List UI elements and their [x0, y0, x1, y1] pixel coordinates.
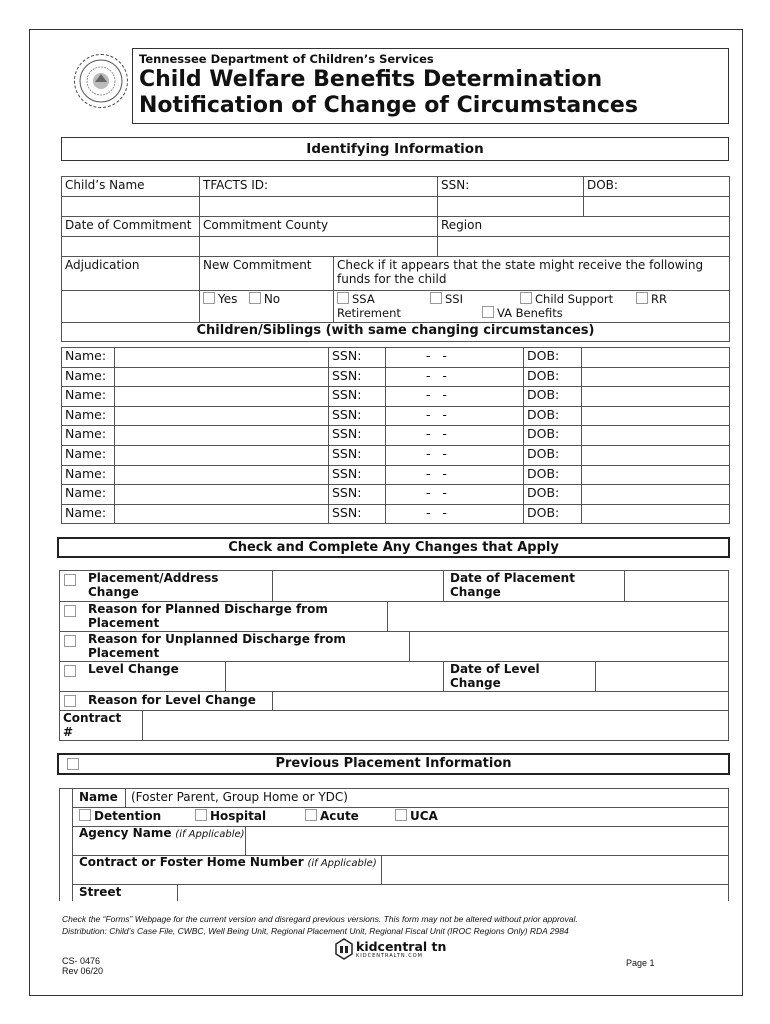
street-field[interactable] [177, 885, 729, 901]
prev-name-row [73, 789, 728, 808]
identifying-heading: Identifying Information [61, 137, 729, 161]
tfacts-id-label: TFACTS ID: [200, 177, 438, 197]
reason-level-change-label: Reason for Level Change [88, 693, 256, 707]
sibling-row [62, 406, 730, 426]
sibling-ssn-field[interactable]: - - [386, 465, 524, 485]
dob-field[interactable] [584, 197, 730, 217]
sibling-row [62, 504, 730, 524]
sibling-ssn-label: SSN: [329, 348, 386, 368]
logo-text: kidcentral tn [356, 938, 447, 954]
uca-label: UCA [410, 809, 438, 823]
childs-name-field[interactable] [62, 197, 200, 217]
sibling-ssn-label: SSN: [329, 426, 386, 446]
contract-foster-row [73, 856, 728, 885]
placement-change-checkbox[interactable] [64, 574, 76, 586]
revision-date: Rev 06/20 [62, 966, 104, 976]
hospital-label: Hospital [210, 809, 267, 823]
level-change-row [60, 662, 728, 692]
planned-discharge-checkbox[interactable] [64, 605, 76, 617]
hospital-checkbox[interactable] [195, 809, 207, 821]
adjudication-label: Adjudication [62, 257, 200, 291]
sibling-dob-field[interactable] [582, 406, 730, 426]
date-placement-change-label: Date of Placement Change [450, 571, 575, 599]
contract-foster-field[interactable] [381, 856, 729, 884]
sibling-dob-field[interactable] [582, 504, 730, 524]
agency-if-applicable: (if Applicable) [175, 829, 245, 840]
sibling-dob-field[interactable] [582, 445, 730, 465]
sibling-name-label: Name: [62, 387, 115, 407]
sibling-dob-label: DOB: [524, 367, 582, 387]
uca-checkbox[interactable] [395, 809, 407, 821]
placement-change-label: Placement/Address Change [88, 571, 219, 599]
sibling-name-label: Name: [62, 367, 115, 387]
contract-field[interactable] [142, 711, 729, 740]
unplanned-discharge-checkbox[interactable] [64, 635, 76, 647]
prev-name-hint: (Foster Parent, Group Home or YDC) [131, 790, 348, 804]
sibling-name-label: Name: [62, 504, 115, 524]
reason-level-change-checkbox[interactable] [64, 695, 76, 707]
date-placement-change-field[interactable] [624, 571, 729, 601]
commitment-county-field[interactable] [200, 237, 438, 257]
placement-change-field[interactable] [272, 571, 444, 601]
sibling-ssn-label: SSN: [329, 387, 386, 407]
footer-note-2: Distribution: Child’s Case File, CWBC, Well Being Unit, Regional Placement Unit, Regional Fiscal Unit (IROC Regions Only) RDA 2984 [62, 926, 569, 936]
sibling-ssn-field[interactable]: - - [386, 367, 524, 387]
sibling-name-field[interactable] [115, 426, 329, 446]
department-name: Tennessee Department of Children’s Services [139, 52, 434, 66]
kidcentral-logo-icon [335, 938, 353, 960]
no-checkbox[interactable] [249, 292, 261, 304]
tfacts-id-field[interactable] [200, 197, 438, 217]
sibling-ssn-label: SSN: [329, 485, 386, 505]
unplanned-discharge-row [60, 632, 728, 662]
region-label: Region [438, 217, 730, 237]
sibling-ssn-field[interactable]: - - [386, 406, 524, 426]
child-support-checkbox[interactable] [520, 292, 532, 304]
acute-label: Acute [320, 809, 359, 823]
funds-check-text: Check if it appears that the state might receive the following funds for the child [334, 257, 730, 291]
sibling-ssn-field[interactable]: - - [386, 426, 524, 446]
unplanned-discharge-label: Reason for Unplanned Discharge from Placement [88, 632, 346, 660]
sibling-name-field[interactable] [115, 485, 329, 505]
previous-placement-heading: Previous Placement Information [275, 756, 512, 771]
sibling-name-field[interactable] [115, 387, 329, 407]
sibling-name-field[interactable] [115, 445, 329, 465]
rr-checkbox[interactable] [636, 292, 648, 304]
kidcentral-logo [335, 938, 446, 960]
changes-section [59, 570, 729, 741]
yes-label: Yes [218, 292, 238, 306]
sibling-dob-field[interactable] [582, 465, 730, 485]
sibling-dob-field[interactable] [582, 367, 730, 387]
planned-discharge-label: Reason for Planned Discharge from Placement [88, 602, 328, 630]
unplanned-discharge-field[interactable] [409, 632, 729, 661]
detention-label: Detention [94, 809, 162, 823]
logo-subtext: KIDCENTRALTN.COM [356, 952, 423, 959]
header-box [132, 48, 729, 124]
child-support-label: Child Support [535, 292, 614, 306]
no-label: No [263, 292, 281, 306]
reason-level-change-row [60, 692, 728, 711]
sibling-row [62, 445, 730, 465]
sibling-ssn-label: SSN: [329, 504, 386, 524]
sibling-name-label: Name: [62, 465, 115, 485]
agency-name-field[interactable] [245, 827, 729, 855]
contract-label: Contract # [63, 711, 122, 739]
sibling-dob-field[interactable] [582, 485, 730, 505]
detention-checkbox[interactable] [79, 809, 91, 821]
sibling-name-label: Name: [62, 406, 115, 426]
sibling-dob-label: DOB: [524, 426, 582, 446]
placement-type-row [73, 808, 728, 827]
sibling-ssn-label: SSN: [329, 465, 386, 485]
level-change-checkbox[interactable] [64, 665, 76, 677]
contract-foster-label: Contract or Foster Home Number [79, 855, 304, 869]
va-benefits-checkbox[interactable] [482, 306, 494, 318]
retirement-label: Retirement [337, 306, 401, 320]
previous-placement-checkbox[interactable] [67, 758, 79, 770]
sibling-ssn-field[interactable]: - - [386, 485, 524, 505]
sibling-row [62, 348, 730, 368]
contract-if-applicable: (if Applicable) [307, 858, 377, 869]
ssn-label: SSN: [438, 177, 584, 197]
sibling-name-field[interactable] [115, 504, 329, 524]
ssn-field[interactable] [438, 197, 584, 217]
ssa-label: SSA [352, 292, 375, 306]
sibling-ssn-field[interactable]: - - [386, 348, 524, 368]
sibling-name-label: Name: [62, 445, 115, 465]
level-change-field[interactable] [225, 662, 444, 691]
new-commitment-label: New Commitment [200, 257, 334, 291]
planned-discharge-field[interactable] [387, 602, 729, 631]
prev-name-label: Name [79, 790, 118, 804]
placement-change-row [60, 571, 728, 602]
sibling-dob-field[interactable] [582, 348, 730, 368]
ssa-retirement-checkbox[interactable] [337, 292, 349, 304]
sibling-dob-label: DOB: [524, 465, 582, 485]
sibling-dob-field[interactable] [582, 387, 730, 407]
contract-row [60, 711, 728, 740]
previous-placement-heading-box [57, 753, 730, 775]
siblings-heading: Children/Siblings (with same changing circumstances) [62, 323, 730, 342]
agency-name-label: Agency Name [79, 826, 172, 840]
ssi-checkbox[interactable] [430, 292, 442, 304]
state-seal-icon [74, 54, 128, 108]
agency-name-row [73, 827, 728, 856]
yes-checkbox[interactable] [203, 292, 215, 304]
identifying-table [61, 176, 730, 342]
dob-label: DOB: [584, 177, 730, 197]
sibling-ssn-field[interactable]: - - [386, 445, 524, 465]
sibling-row [62, 367, 730, 387]
date-of-commitment-label: Date of Commitment [62, 217, 200, 237]
sibling-name-field[interactable] [115, 406, 329, 426]
siblings-table [61, 347, 730, 524]
date-of-commitment-field[interactable] [62, 237, 200, 257]
footer-note-1: Check the “Forms” Webpage for the current version and disregard previous versions. This form may not be altered without prior approval. [62, 914, 578, 924]
commitment-county-label: Commitment County [200, 217, 438, 237]
sibling-name-label: Name: [62, 485, 115, 505]
level-change-label: Level Change [88, 662, 179, 676]
rr-label: RR [651, 292, 667, 306]
sibling-row [62, 426, 730, 446]
form-title-line1: Child Welfare Benefits Determination [139, 67, 603, 92]
ssi-label: SSI [445, 292, 463, 306]
sibling-dob-field[interactable] [582, 426, 730, 446]
sibling-dob-label: DOB: [524, 445, 582, 465]
changes-heading: Check and Complete Any Changes that Apply [57, 537, 730, 558]
form-page [29, 29, 743, 996]
sibling-ssn-field[interactable]: - - [386, 504, 524, 524]
page-number: Page 1 [626, 958, 655, 968]
planned-discharge-row [60, 602, 728, 632]
sibling-name-field[interactable] [115, 348, 329, 368]
sibling-ssn-label: SSN: [329, 406, 386, 426]
sibling-name-label: Name: [62, 348, 115, 368]
date-level-change-field[interactable] [595, 662, 729, 691]
acute-checkbox[interactable] [305, 809, 317, 821]
sibling-name-label: Name: [62, 426, 115, 446]
sibling-row [62, 465, 730, 485]
sibling-name-field[interactable] [115, 465, 329, 485]
sibling-name-field[interactable] [115, 367, 329, 387]
form-number: CS- 0476 [62, 956, 101, 966]
form-title-line2: Notification of Change of Circumstances [139, 93, 638, 118]
sibling-dob-label: DOB: [524, 504, 582, 524]
sibling-dob-label: DOB: [524, 348, 582, 368]
adjudication-field[interactable] [62, 291, 200, 323]
street-label: Street [79, 885, 122, 899]
reason-level-change-field[interactable] [272, 692, 729, 710]
region-field[interactable] [438, 237, 730, 257]
sibling-ssn-field[interactable]: - - [386, 387, 524, 407]
previous-placement-section [59, 788, 729, 901]
va-benefits-label: VA Benefits [497, 306, 563, 320]
childs-name-label: Child’s Name [62, 177, 200, 197]
sibling-row [62, 485, 730, 505]
sibling-ssn-label: SSN: [329, 367, 386, 387]
sibling-dob-label: DOB: [524, 406, 582, 426]
street-row [73, 885, 728, 901]
date-level-change-label: Date of Level Change [450, 662, 540, 690]
sibling-dob-label: DOB: [524, 485, 582, 505]
sibling-row [62, 387, 730, 407]
sibling-dob-label: DOB: [524, 387, 582, 407]
sibling-ssn-label: SSN: [329, 445, 386, 465]
